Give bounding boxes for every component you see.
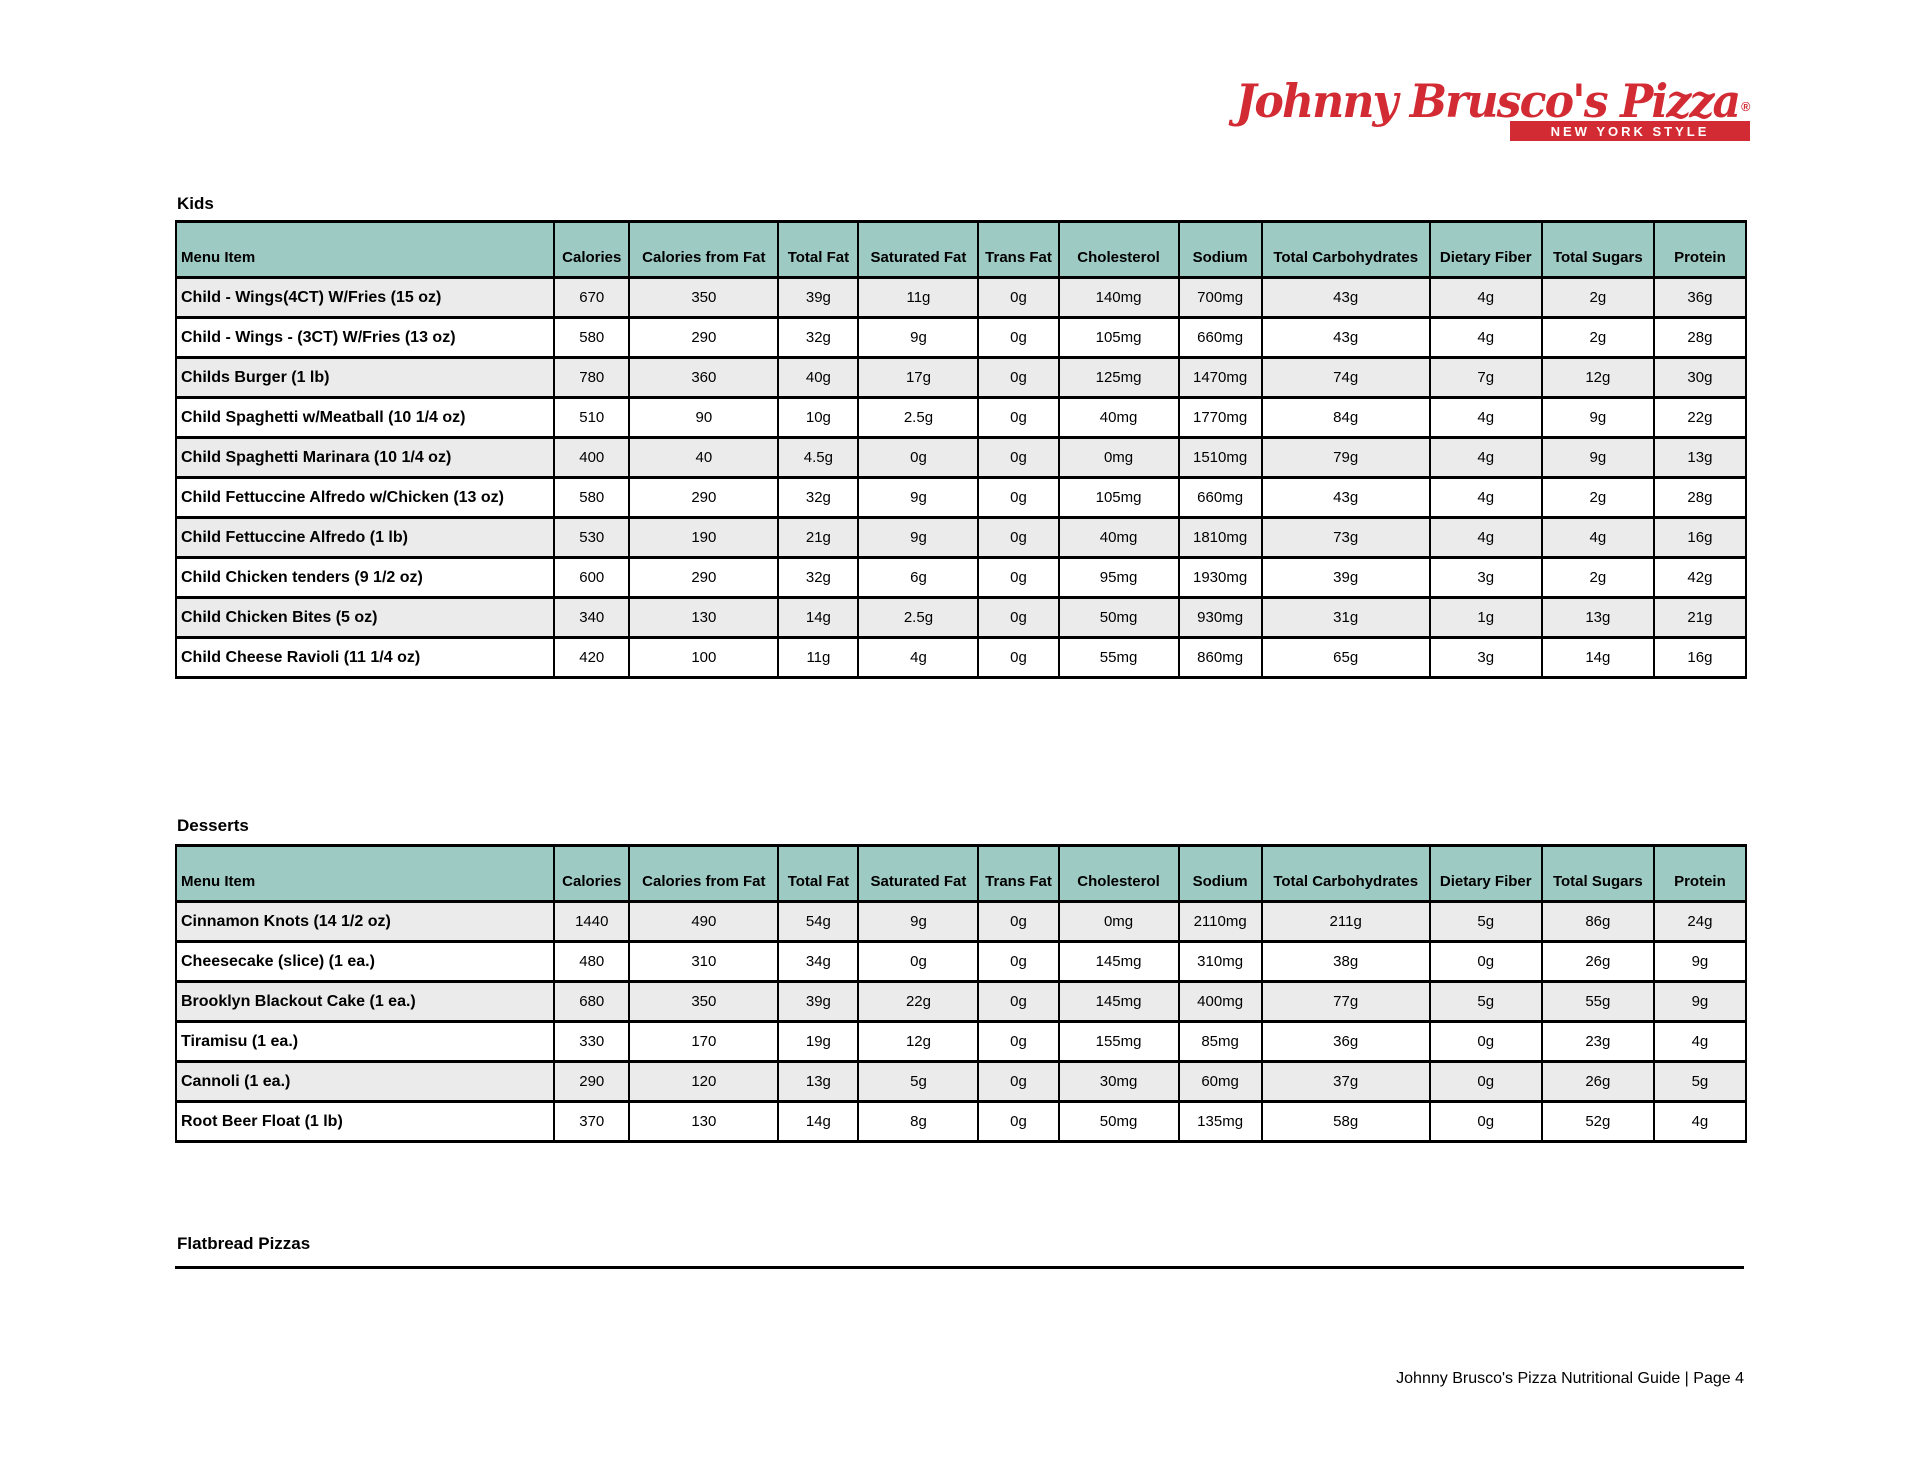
value-cell: 1810mg xyxy=(1179,518,1262,558)
brand-name xyxy=(1235,74,1750,128)
column-header: Protein xyxy=(1654,222,1746,278)
value-cell: 11g xyxy=(858,278,978,318)
value-cell: 0g xyxy=(978,598,1058,638)
value-cell: 85mg xyxy=(1179,1022,1262,1062)
value-cell: 2.5g xyxy=(858,398,978,438)
value-cell: 125mg xyxy=(1059,358,1179,398)
value-cell: 36g xyxy=(1262,1022,1430,1062)
menu-item-cell: Child Fettuccine Alfredo w/Chicken (13 oz) xyxy=(176,478,554,518)
value-cell: 5g xyxy=(858,1062,978,1102)
value-cell: 0g xyxy=(858,438,978,478)
value-cell: 310mg xyxy=(1179,942,1262,982)
value-cell: 79g xyxy=(1262,438,1430,478)
value-cell: 4g xyxy=(1654,1022,1746,1062)
value-cell: 4g xyxy=(1430,278,1542,318)
value-cell: 2g xyxy=(1542,318,1654,358)
value-cell: 40mg xyxy=(1059,398,1179,438)
column-header: Total Fat xyxy=(778,846,858,902)
value-cell: 190 xyxy=(629,518,778,558)
value-cell: 7g xyxy=(1430,358,1542,398)
value-cell: 9g xyxy=(1654,982,1746,1022)
value-cell: 55mg xyxy=(1059,638,1179,678)
value-cell: 400 xyxy=(554,438,629,478)
value-cell: 24g xyxy=(1654,902,1746,942)
menu-item-cell: Cinnamon Knots (14 1/2 oz) xyxy=(176,902,554,942)
value-cell: 34g xyxy=(778,942,858,982)
value-cell: 9g xyxy=(1542,438,1654,478)
value-cell: 0g xyxy=(978,518,1058,558)
value-cell: 130 xyxy=(629,1102,778,1142)
table-row xyxy=(176,318,1746,358)
value-cell: 30g xyxy=(1654,358,1746,398)
value-cell: 530 xyxy=(554,518,629,558)
value-cell: 13g xyxy=(1654,438,1746,478)
value-cell: 0g xyxy=(978,358,1058,398)
value-cell: 0g xyxy=(978,1102,1058,1142)
section-heading-kids: Kids xyxy=(177,194,214,213)
section-divider xyxy=(175,1266,1744,1269)
menu-item-cell: Root Beer Float (1 lb) xyxy=(176,1102,554,1142)
value-cell: 16g xyxy=(1654,638,1746,678)
value-cell: 4g xyxy=(1430,318,1542,358)
brand-tagline: NEW YORK STYLE xyxy=(1510,121,1750,141)
value-cell: 30mg xyxy=(1059,1062,1179,1102)
value-cell: 2.5g xyxy=(858,598,978,638)
table-row xyxy=(176,942,1746,982)
column-header: Dietary Fiber xyxy=(1430,222,1542,278)
menu-item-cell: Brooklyn Blackout Cake (1 ea.) xyxy=(176,982,554,1022)
brand-name-text: Johnny Brusco's Pizza xyxy=(1235,74,1739,128)
column-header: Dietary Fiber xyxy=(1430,846,1542,902)
value-cell: 310 xyxy=(629,942,778,982)
menu-item-cell: Child Chicken tenders (9 1/2 oz) xyxy=(176,558,554,598)
value-cell: 4g xyxy=(1430,398,1542,438)
value-cell: 0g xyxy=(1430,1022,1542,1062)
value-cell: 700mg xyxy=(1179,278,1262,318)
value-cell: 105mg xyxy=(1059,478,1179,518)
table-row xyxy=(176,478,1746,518)
column-header: Protein xyxy=(1654,846,1746,902)
value-cell: 14g xyxy=(1542,638,1654,678)
value-cell: 2g xyxy=(1542,278,1654,318)
table-row xyxy=(176,398,1746,438)
value-cell: 0g xyxy=(978,942,1058,982)
table-row xyxy=(176,598,1746,638)
value-cell: 21g xyxy=(1654,598,1746,638)
column-header: Trans Fat xyxy=(978,846,1058,902)
value-cell: 0mg xyxy=(1059,438,1179,478)
value-cell: 6g xyxy=(858,558,978,598)
value-cell: 0g xyxy=(978,638,1058,678)
column-header: Cholesterol xyxy=(1059,222,1179,278)
column-header: Calories from Fat xyxy=(629,846,778,902)
value-cell: 780 xyxy=(554,358,629,398)
value-cell: 26g xyxy=(1542,1062,1654,1102)
value-cell: 0g xyxy=(978,478,1058,518)
value-cell: 73g xyxy=(1262,518,1430,558)
table-row xyxy=(176,1102,1746,1142)
table-row xyxy=(176,1062,1746,1102)
table-row xyxy=(176,438,1746,478)
value-cell: 145mg xyxy=(1059,982,1179,1022)
value-cell: 54g xyxy=(778,902,858,942)
value-cell: 84g xyxy=(1262,398,1430,438)
value-cell: 58g xyxy=(1262,1102,1430,1142)
menu-item-cell: Child Spaghetti w/Meatball (10 1/4 oz) xyxy=(176,398,554,438)
value-cell: 680 xyxy=(554,982,629,1022)
value-cell: 28g xyxy=(1654,478,1746,518)
value-cell: 32g xyxy=(778,558,858,598)
value-cell: 0g xyxy=(1430,1102,1542,1142)
value-cell: 510 xyxy=(554,398,629,438)
brand-logo xyxy=(1214,74,1750,141)
value-cell: 2g xyxy=(1542,478,1654,518)
column-header: Saturated Fat xyxy=(858,222,978,278)
section-heading-flatbread-pizzas: Flatbread Pizzas xyxy=(177,1234,311,1253)
value-cell: 40 xyxy=(629,438,778,478)
column-header: Saturated Fat xyxy=(858,846,978,902)
header-row xyxy=(176,222,1746,278)
value-cell: 37g xyxy=(1262,1062,1430,1102)
value-cell: 4g xyxy=(1430,478,1542,518)
page-footer: Johnny Brusco's Pizza Nutritional Guide | Page 4 xyxy=(1396,1370,1744,1387)
value-cell: 0g xyxy=(1430,1062,1542,1102)
value-cell: 5g xyxy=(1654,1062,1746,1102)
value-cell: 40mg xyxy=(1059,518,1179,558)
value-cell: 211g xyxy=(1262,902,1430,942)
value-cell: 860mg xyxy=(1179,638,1262,678)
value-cell: 39g xyxy=(1262,558,1430,598)
value-cell: 43g xyxy=(1262,318,1430,358)
value-cell: 22g xyxy=(1654,398,1746,438)
value-cell: 0g xyxy=(978,318,1058,358)
value-cell: 100 xyxy=(629,638,778,678)
value-cell: 0mg xyxy=(1059,902,1179,942)
menu-item-cell: Child - Wings - (3CT) W/Fries (13 oz) xyxy=(176,318,554,358)
value-cell: 330 xyxy=(554,1022,629,1062)
value-cell: 4g xyxy=(1654,1102,1746,1142)
value-cell: 23g xyxy=(1542,1022,1654,1062)
value-cell: 670 xyxy=(554,278,629,318)
registered-mark-icon: ® xyxy=(1740,99,1750,114)
column-header: Total Carbohydrates xyxy=(1262,222,1430,278)
value-cell: 9g xyxy=(858,518,978,558)
value-cell: 0g xyxy=(978,398,1058,438)
column-header: Trans Fat xyxy=(978,222,1058,278)
value-cell: 5g xyxy=(1430,982,1542,1022)
value-cell: 290 xyxy=(629,558,778,598)
value-cell: 60mg xyxy=(1179,1062,1262,1102)
column-header: Sodium xyxy=(1179,846,1262,902)
menu-item-cell: Cheesecake (slice) (1 ea.) xyxy=(176,942,554,982)
value-cell: 90 xyxy=(629,398,778,438)
menu-item-cell: Cannoli (1 ea.) xyxy=(176,1062,554,1102)
value-cell: 660mg xyxy=(1179,478,1262,518)
header-row xyxy=(176,846,1746,902)
value-cell: 360 xyxy=(629,358,778,398)
value-cell: 370 xyxy=(554,1102,629,1142)
value-cell: 50mg xyxy=(1059,598,1179,638)
value-cell: 930mg xyxy=(1179,598,1262,638)
value-cell: 52g xyxy=(1542,1102,1654,1142)
value-cell: 9g xyxy=(1654,942,1746,982)
value-cell: 38g xyxy=(1262,942,1430,982)
column-header: Menu Item xyxy=(176,846,554,902)
value-cell: 26g xyxy=(1542,942,1654,982)
table-row xyxy=(176,358,1746,398)
table-row xyxy=(176,1022,1746,1062)
value-cell: 14g xyxy=(778,1102,858,1142)
value-cell: 490 xyxy=(629,902,778,942)
value-cell: 43g xyxy=(1262,478,1430,518)
table-row xyxy=(176,278,1746,318)
column-header: Calories xyxy=(554,222,629,278)
column-header: Sodium xyxy=(1179,222,1262,278)
value-cell: 580 xyxy=(554,318,629,358)
value-cell: 135mg xyxy=(1179,1102,1262,1142)
value-cell: 2110mg xyxy=(1179,902,1262,942)
value-cell: 340 xyxy=(554,598,629,638)
value-cell: 86g xyxy=(1542,902,1654,942)
menu-item-cell: Child Spaghetti Marinara (10 1/4 oz) xyxy=(176,438,554,478)
value-cell: 50mg xyxy=(1059,1102,1179,1142)
value-cell: 32g xyxy=(778,318,858,358)
column-header: Calories from Fat xyxy=(629,222,778,278)
value-cell: 3g xyxy=(1430,638,1542,678)
section-heading-desserts: Desserts xyxy=(177,816,249,835)
value-cell: 0g xyxy=(1430,942,1542,982)
value-cell: 350 xyxy=(629,278,778,318)
column-header: Calories xyxy=(554,846,629,902)
value-cell: 12g xyxy=(1542,358,1654,398)
value-cell: 39g xyxy=(778,982,858,1022)
menu-item-cell: Childs Burger (1 lb) xyxy=(176,358,554,398)
value-cell: 21g xyxy=(778,518,858,558)
value-cell: 43g xyxy=(1262,278,1430,318)
value-cell: 0g xyxy=(978,1022,1058,1062)
value-cell: 95mg xyxy=(1059,558,1179,598)
value-cell: 36g xyxy=(1654,278,1746,318)
value-cell: 42g xyxy=(1654,558,1746,598)
value-cell: 13g xyxy=(1542,598,1654,638)
value-cell: 350 xyxy=(629,982,778,1022)
value-cell: 9g xyxy=(1542,398,1654,438)
value-cell: 10g xyxy=(778,398,858,438)
value-cell: 400mg xyxy=(1179,982,1262,1022)
value-cell: 120 xyxy=(629,1062,778,1102)
value-cell: 0g xyxy=(978,278,1058,318)
value-cell: 4.5g xyxy=(778,438,858,478)
value-cell: 105mg xyxy=(1059,318,1179,358)
value-cell: 65g xyxy=(1262,638,1430,678)
menu-item-cell: Child Cheese Ravioli (11 1/4 oz) xyxy=(176,638,554,678)
value-cell: 8g xyxy=(858,1102,978,1142)
table-row xyxy=(176,638,1746,678)
value-cell: 130 xyxy=(629,598,778,638)
column-header: Total Fat xyxy=(778,222,858,278)
value-cell: 140mg xyxy=(1059,278,1179,318)
value-cell: 290 xyxy=(554,1062,629,1102)
value-cell: 2g xyxy=(1542,558,1654,598)
value-cell: 290 xyxy=(629,478,778,518)
value-cell: 1930mg xyxy=(1179,558,1262,598)
value-cell: 77g xyxy=(1262,982,1430,1022)
table-row xyxy=(176,982,1746,1022)
value-cell: 4g xyxy=(1430,438,1542,478)
value-cell: 290 xyxy=(629,318,778,358)
value-cell: 40g xyxy=(778,358,858,398)
value-cell: 4g xyxy=(1542,518,1654,558)
value-cell: 4g xyxy=(858,638,978,678)
value-cell: 0g xyxy=(978,902,1058,942)
value-cell: 155mg xyxy=(1059,1022,1179,1062)
value-cell: 170 xyxy=(629,1022,778,1062)
value-cell: 3g xyxy=(1430,558,1542,598)
table-row xyxy=(176,518,1746,558)
value-cell: 19g xyxy=(778,1022,858,1062)
menu-item-cell: Tiramisu (1 ea.) xyxy=(176,1022,554,1062)
value-cell: 17g xyxy=(858,358,978,398)
value-cell: 28g xyxy=(1654,318,1746,358)
value-cell: 4g xyxy=(1430,518,1542,558)
value-cell: 660mg xyxy=(1179,318,1262,358)
menu-item-cell: Child Fettuccine Alfredo (1 lb) xyxy=(176,518,554,558)
value-cell: 1440 xyxy=(554,902,629,942)
value-cell: 600 xyxy=(554,558,629,598)
column-header: Cholesterol xyxy=(1059,846,1179,902)
value-cell: 0g xyxy=(978,558,1058,598)
value-cell: 9g xyxy=(858,478,978,518)
table-row xyxy=(176,558,1746,598)
value-cell: 580 xyxy=(554,478,629,518)
value-cell: 0g xyxy=(978,982,1058,1022)
column-header: Total Sugars xyxy=(1542,222,1654,278)
column-header: Total Sugars xyxy=(1542,846,1654,902)
value-cell: 22g xyxy=(858,982,978,1022)
value-cell: 9g xyxy=(858,902,978,942)
kids-nutrition-table xyxy=(175,220,1747,679)
value-cell: 1770mg xyxy=(1179,398,1262,438)
value-cell: 420 xyxy=(554,638,629,678)
value-cell: 480 xyxy=(554,942,629,982)
value-cell: 1510mg xyxy=(1179,438,1262,478)
value-cell: 1g xyxy=(1430,598,1542,638)
menu-item-cell: Child Chicken Bites (5 oz) xyxy=(176,598,554,638)
column-header: Total Carbohydrates xyxy=(1262,846,1430,902)
value-cell: 0g xyxy=(978,1062,1058,1102)
value-cell: 32g xyxy=(778,478,858,518)
value-cell: 39g xyxy=(778,278,858,318)
value-cell: 9g xyxy=(858,318,978,358)
value-cell: 31g xyxy=(1262,598,1430,638)
value-cell: 12g xyxy=(858,1022,978,1062)
value-cell: 13g xyxy=(778,1062,858,1102)
value-cell: 5g xyxy=(1430,902,1542,942)
value-cell: 145mg xyxy=(1059,942,1179,982)
value-cell: 16g xyxy=(1654,518,1746,558)
value-cell: 74g xyxy=(1262,358,1430,398)
value-cell: 1470mg xyxy=(1179,358,1262,398)
value-cell: 14g xyxy=(778,598,858,638)
value-cell: 0g xyxy=(858,942,978,982)
value-cell: 55g xyxy=(1542,982,1654,1022)
column-header: Menu Item xyxy=(176,222,554,278)
menu-item-cell: Child - Wings(4CT) W/Fries (15 oz) xyxy=(176,278,554,318)
table-row xyxy=(176,902,1746,942)
value-cell: 11g xyxy=(778,638,858,678)
desserts-nutrition-table xyxy=(175,844,1747,1143)
value-cell: 0g xyxy=(978,438,1058,478)
